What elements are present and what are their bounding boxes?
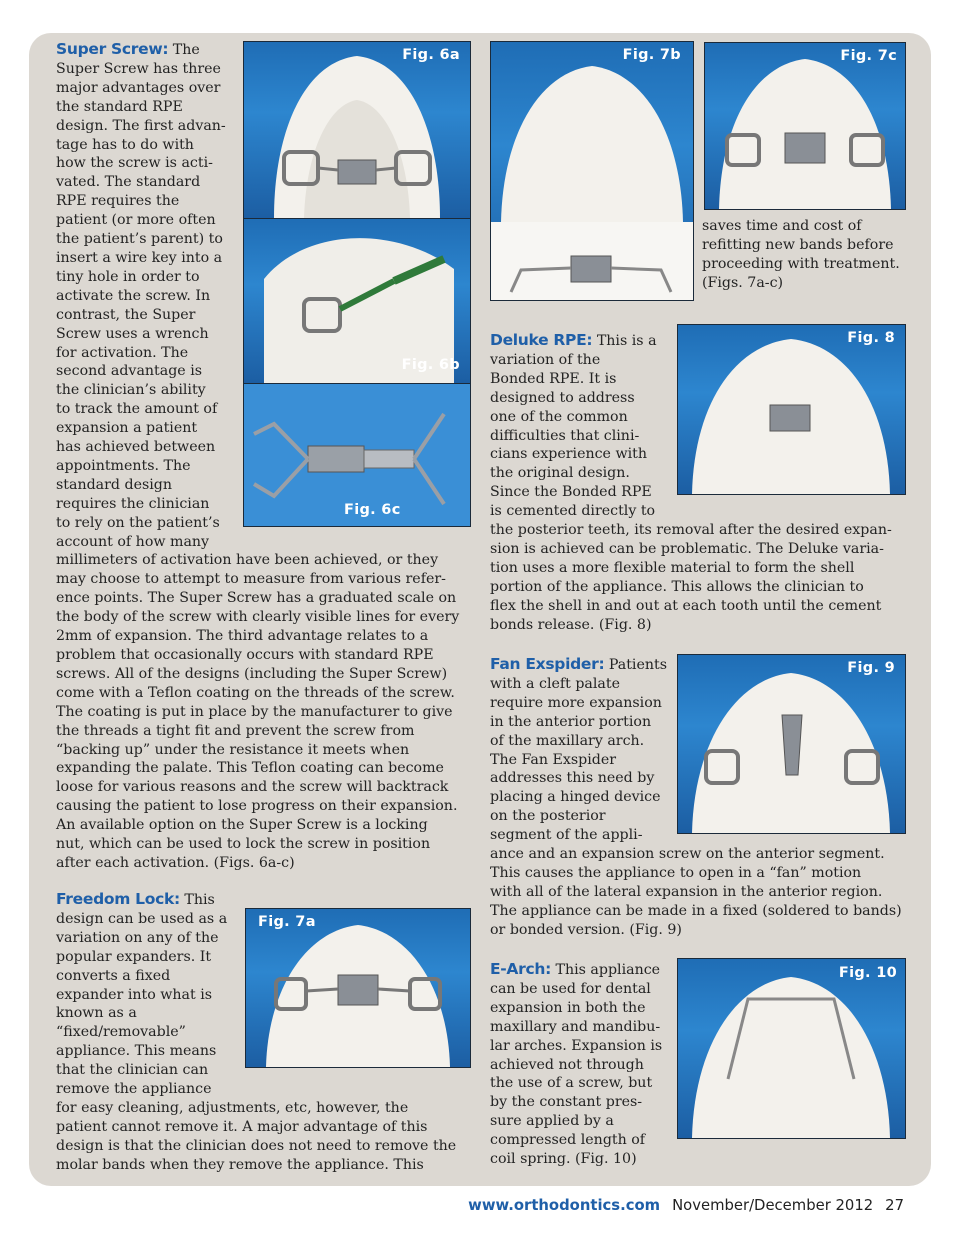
text-line: bonds release. (Fig. 8): [490, 616, 652, 633]
figure-10-photo: [677, 958, 906, 1139]
text-line: tion uses a more flexible material to form the shell: [490, 559, 855, 576]
figure-6a-photo: [243, 41, 471, 219]
e-arch-heading: E-Arch:: [490, 960, 551, 978]
text-line: RPE requires the: [56, 193, 180, 210]
text-line: how the screw is acti-: [56, 155, 213, 172]
text-line: difficulties that clini-: [490, 427, 640, 444]
text-line: or bonded version. (Fig. 9): [490, 921, 682, 938]
text-line: variation on any of the: [56, 929, 219, 946]
text-line: appointments. The: [56, 457, 191, 474]
e-arch-section: [490, 960, 675, 1169]
text-line: An available option on the Super Screw is a locking: [56, 817, 428, 834]
text-line: placing a hinged device: [490, 789, 661, 806]
text-line: design is that the clinician does not need to remove the: [56, 1137, 457, 1154]
text-line: flex the shell in and out at each tooth until the cement: [490, 597, 882, 614]
figure-6b-photo: [243, 218, 471, 384]
text-line: portion of the appliance. This allows the clinician to: [490, 578, 864, 595]
footer-issue: November/December 2012: [672, 1197, 874, 1214]
text-line: ence points. The Super Screw has a graduated scale on: [56, 590, 457, 607]
text-line: appliance. This means: [56, 1043, 217, 1060]
dental-model-illustration: [678, 959, 905, 1138]
text-line: come with a Teflon coating on the threads of the screw.: [56, 684, 455, 701]
text-line: with a cleft palate: [490, 675, 620, 692]
text-line: can be used for dental: [490, 980, 651, 997]
text-line: millimeters of activation have been achieved, or they: [56, 552, 439, 569]
text-line: the clinician’s ability: [56, 382, 206, 399]
text-line: sure applied by a: [490, 1113, 614, 1130]
text-line: achieved not through: [490, 1056, 644, 1073]
e-arch-first-word: This appliance: [555, 962, 661, 978]
fan-exspider-heading: Fan Exspider:: [490, 655, 605, 673]
text-line: Bonded RPE. It is: [490, 370, 617, 387]
figure-7a-label: Fig. 7a: [258, 914, 316, 930]
text-line: in the anterior portion: [490, 713, 652, 730]
text-line: (Figs. 7a-c): [702, 274, 784, 291]
freedom-lock-first-word: This: [184, 892, 215, 908]
text-line: tage has to do with: [56, 136, 194, 153]
text-line: the threads a tight fit and prevent the screw from: [56, 722, 415, 739]
text-line: the body of the screw with clearly visible lines for every: [56, 609, 460, 626]
dental-model-illustration: [491, 42, 693, 300]
text-line: loose for various reasons and the screw will backtrack: [56, 779, 449, 796]
text-line: Since the Bonded RPE: [490, 484, 652, 501]
text-line: the patient’s parent) to: [56, 231, 223, 248]
text-line: contrast, the Super: [56, 306, 196, 323]
text-line: by the constant pres-: [490, 1094, 643, 1111]
freedom-lock-continued: [702, 217, 912, 293]
page-footer: [468, 1197, 904, 1214]
text-line: has achieved between: [56, 439, 216, 456]
text-line: tiny hole in order to: [56, 268, 200, 285]
super-screw-first-word: The: [172, 42, 200, 58]
figure-6b-label: Fig. 6b: [401, 357, 460, 373]
text-line: This causes the appliance to open in a “fan” motion: [490, 864, 862, 881]
figure-6a-label: Fig. 6a: [402, 47, 460, 63]
text-line: second advantage is: [56, 363, 203, 380]
text-line: nut, which can be used to lock the screw in position: [56, 836, 431, 853]
text-line: after each activation. (Figs. 6a-c): [56, 854, 295, 871]
text-line: the use of a screw, but: [490, 1075, 653, 1092]
text-line: causing the patient to lose progress on their expansion.: [56, 798, 458, 815]
text-line: vated. The standard: [56, 174, 201, 191]
deluke-heading: Deluke RPE:: [490, 331, 593, 349]
text-line: “backing up” under the resistance it meets when: [56, 741, 410, 758]
super-screw-body-narrow: [56, 60, 240, 552]
text-line: to track the amount of: [56, 401, 218, 418]
text-line: saves time and cost of: [702, 218, 862, 234]
text-line: requires the clinician: [56, 495, 210, 512]
figure-9-photo: [677, 654, 906, 834]
text-line: for easy cleaning, adjustments, etc, however, the: [56, 1099, 409, 1116]
text-line: molar bands when they remove the appliance. This: [56, 1156, 424, 1173]
figure-9-label: Fig. 9: [847, 660, 895, 676]
text-line: cians experience with: [490, 446, 647, 463]
text-line: standard design: [56, 476, 173, 493]
text-line: to rely on the patient’s: [56, 514, 220, 531]
super-screw-heading: Super Screw:: [56, 40, 169, 58]
figure-7c-label: Fig. 7c: [840, 48, 897, 64]
text-line: expansion in both the: [490, 999, 646, 1016]
figure-10-label: Fig. 10: [838, 965, 897, 981]
text-line: The Fan Exspider: [490, 751, 617, 768]
text-line: design. The first advan-: [56, 117, 226, 134]
figure-7a-photo: [245, 908, 471, 1068]
dental-model-illustration: [244, 42, 470, 218]
text-line: with all of the lateral expansion in the anterior region.: [490, 883, 883, 900]
text-line: “fixed/removable”: [56, 1024, 186, 1041]
freedom-lock-heading: Freedom Lock:: [56, 890, 180, 908]
text-line: patient cannot remove it. A major advantage of this: [56, 1118, 428, 1135]
text-line: remove the appliance: [56, 1081, 212, 1098]
page-number: 27: [885, 1197, 904, 1214]
dental-model-illustration: [246, 909, 470, 1067]
text-line: screws. All of the designs (including the Super Screw): [56, 665, 448, 682]
text-line: the original design.: [490, 465, 630, 482]
super-screw-body-wide: [56, 551, 474, 872]
text-line: expanding the palate. This Teflon coating can become: [56, 760, 444, 777]
figure-7c-photo: [704, 42, 906, 210]
text-line: the standard RPE: [56, 98, 183, 115]
text-line: lar arches. Expansion is: [490, 1037, 663, 1054]
text-line: coil spring. (Fig. 10): [490, 1151, 637, 1168]
text-line: segment of the appli-: [490, 827, 643, 844]
text-line: popular expanders. It: [56, 948, 212, 965]
text-line: of the maxillary arch.: [490, 732, 645, 749]
text-line: for activation. The: [56, 344, 189, 361]
text-line: design can be used as a: [56, 910, 228, 927]
text-line: patient (or more often: [56, 212, 216, 229]
text-line: The appliance can be made in a fixed (soldered to bands): [490, 902, 902, 919]
footer-url[interactable]: www.orthodontics.com: [468, 1197, 661, 1214]
super-screw-narrow: [56, 40, 240, 551]
text-line: one of the common: [490, 408, 628, 425]
text-line: the posterior teeth, its removal after the desired expan-: [490, 522, 892, 539]
figure-8-photo: [677, 324, 906, 495]
figure-8-label: Fig. 8: [847, 330, 895, 346]
text-line: converts a fixed: [56, 967, 171, 984]
figure-6c-label: Fig. 6c: [344, 502, 401, 518]
text-line: require more expansion: [490, 694, 662, 711]
text-line: that the clinician can: [56, 1062, 209, 1079]
text-line: Screw uses a wrench: [56, 325, 209, 342]
figure-6c-photo: [243, 383, 471, 527]
text-line: proceeding with treatment.: [702, 255, 900, 272]
e-arch-body: [490, 980, 675, 1169]
text-line: may choose to attempt to measure from various refer-: [56, 571, 446, 588]
dental-model-illustration: [678, 655, 905, 833]
text-line: compressed length of: [490, 1132, 646, 1149]
text-line: Super Screw has three: [56, 60, 221, 77]
text-line: activate the screw. In: [56, 287, 211, 304]
text-line: insert a wire key into a: [56, 249, 223, 266]
text-line: refitting new bands before: [702, 236, 894, 253]
fan-exspider-first-word: Patients: [608, 657, 667, 673]
text-line: 2mm of expansion. The third advantage relates to a: [56, 628, 429, 645]
figure-7b-label: Fig. 7b: [622, 47, 681, 63]
text-line: designed to address: [490, 389, 635, 406]
figure-7b-photo: [490, 41, 694, 301]
text-line: sion is achieved can be problematic. The Deluke varia-: [490, 540, 884, 557]
dental-model-illustration: [705, 43, 905, 209]
text-line: on the posterior: [490, 808, 606, 825]
text-line: The coating is put in place by the manufacturer to give: [56, 703, 453, 720]
text-line: variation of the: [490, 351, 601, 368]
text-line: maxillary and mandibu-: [490, 1018, 661, 1035]
deluke-first-word: This is a: [596, 333, 657, 349]
text-line: known as a: [56, 1005, 137, 1022]
text-line: major advantages over: [56, 79, 221, 96]
text-line: ance and an expansion screw on the anterior segment.: [490, 846, 885, 863]
text-line: is cemented directly to: [490, 503, 656, 520]
text-line: addresses this need by: [490, 770, 655, 787]
text-line: problem that occasionally occurs with standard RPE: [56, 647, 434, 663]
text-line: expansion a patient: [56, 420, 198, 437]
text-line: account of how many: [56, 533, 210, 550]
dental-model-illustration: [678, 325, 905, 494]
text-line: expander into what is: [56, 986, 213, 1003]
